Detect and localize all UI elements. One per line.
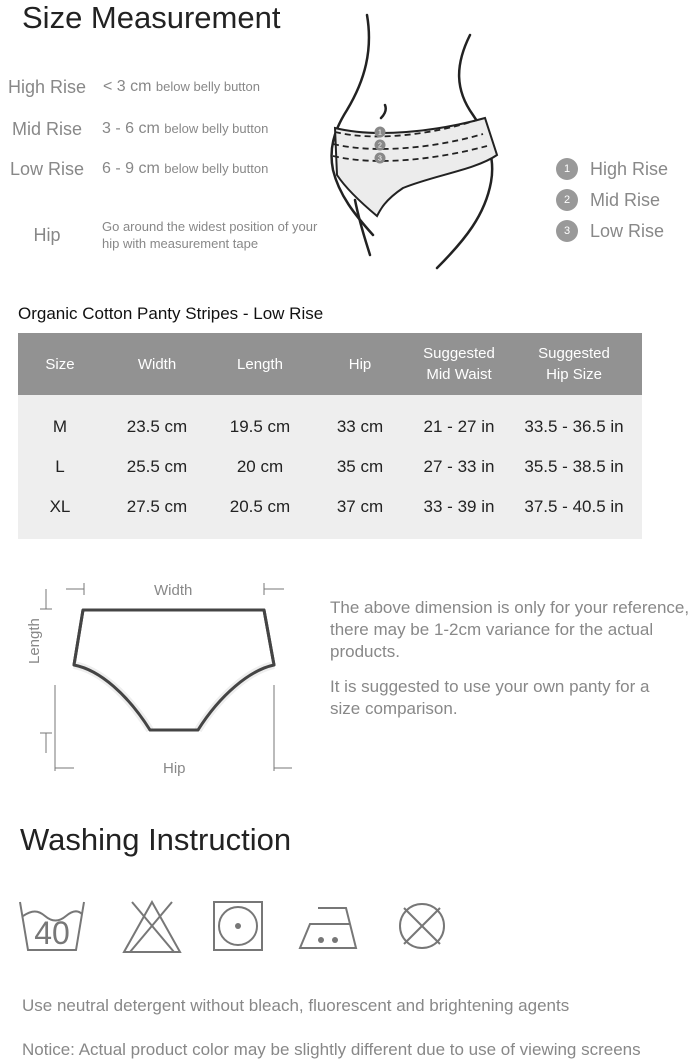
hip-note: Go around the widest position of your hip with measurement tape bbox=[102, 219, 318, 251]
washing-detergent-note: Use neutral detergent without bleach, fluorescent and brightening agents bbox=[22, 996, 570, 1015]
legend-label: High Rise bbox=[590, 158, 669, 179]
header-hip: Hip bbox=[348, 355, 372, 373]
panty-dimension-diagram bbox=[30, 575, 300, 780]
washing-icons bbox=[18, 898, 454, 956]
body-figure-illustration bbox=[325, 10, 505, 275]
cell-hip: 37 cm bbox=[336, 497, 384, 516]
cell-hip-size: 35.5 - 38.5 in bbox=[524, 457, 624, 476]
legend-label: Mid Rise bbox=[590, 189, 661, 210]
cell-size: L bbox=[55, 457, 65, 476]
number-badge: 1 bbox=[556, 158, 578, 180]
number-badge: 3 bbox=[556, 220, 578, 242]
svg-text:2: 2 bbox=[378, 142, 382, 150]
product-title: Organic Cotton Panty Stripes - Low Rise bbox=[18, 304, 324, 323]
width-label: Width bbox=[154, 582, 193, 599]
cell-hip-size: 33.5 - 36.5 in bbox=[524, 417, 624, 436]
cell-hip: 35 cm bbox=[336, 457, 384, 476]
mid-rise-range: 3 - 6 cm below belly button bbox=[102, 120, 269, 137]
iron-medium-icon bbox=[298, 898, 368, 956]
legend-item-high-rise bbox=[556, 158, 668, 180]
header-size: Size bbox=[45, 355, 75, 373]
dimension-reference-note: The above dimension is only for your reference, there may be 1-2cm variance for the actual products. bbox=[330, 598, 690, 661]
rise-legend bbox=[556, 158, 668, 242]
mid-rise-label: Mid Rise bbox=[11, 119, 82, 139]
do-not-bleach-icon bbox=[122, 898, 192, 956]
cell-size: XL bbox=[49, 497, 71, 516]
svg-text:1: 1 bbox=[378, 129, 382, 137]
length-label: Length bbox=[26, 618, 43, 664]
cell-width: 23.5 cm bbox=[126, 417, 188, 436]
header-length: Length bbox=[237, 355, 283, 373]
legend-item-low-rise bbox=[556, 220, 668, 242]
do-not-dry-clean-icon bbox=[396, 898, 454, 956]
hip-dimension-label: Hip bbox=[163, 760, 186, 777]
legend-item-mid-rise bbox=[556, 189, 668, 211]
header-suggested-mid-waist: Suggested Mid Waist bbox=[423, 345, 495, 383]
cell-hip: 33 cm bbox=[336, 417, 384, 436]
cell-hip-size: 37.5 - 40.5 in bbox=[524, 497, 624, 516]
wash-40-icon bbox=[18, 898, 88, 956]
cell-width: 27.5 cm bbox=[126, 497, 188, 516]
header-width: Width bbox=[137, 355, 177, 373]
table-header-row bbox=[18, 333, 642, 395]
cell-length: 20 cm bbox=[236, 457, 284, 476]
legend-label: Low Rise bbox=[590, 220, 665, 241]
low-rise-label: Low Rise bbox=[9, 159, 85, 179]
header-suggested-hip-size: Suggested Hip Size bbox=[538, 345, 610, 383]
table-row bbox=[18, 487, 642, 539]
high-rise-range: < 3 cm below belly button bbox=[103, 78, 260, 95]
cell-length: 19.5 cm bbox=[229, 417, 291, 436]
cell-size: M bbox=[52, 417, 68, 436]
cell-length: 20.5 cm bbox=[229, 497, 291, 516]
washing-instruction-title: Washing Instruction bbox=[20, 822, 292, 857]
size-measurement-title: Size Measurement bbox=[22, 0, 281, 35]
number-badge: 2 bbox=[556, 189, 578, 211]
color-notice: Notice: Actual product color may be slightly different due to use of viewing screens bbox=[22, 1040, 641, 1059]
cell-mid-waist: 33 - 39 in bbox=[423, 497, 495, 516]
cell-mid-waist: 21 - 27 in bbox=[423, 417, 495, 436]
tumble-dry-low-icon bbox=[210, 898, 268, 956]
svg-text:3: 3 bbox=[378, 155, 382, 163]
high-rise-label: High Rise bbox=[7, 77, 87, 97]
table-row bbox=[18, 447, 642, 487]
cell-width: 25.5 cm bbox=[126, 457, 188, 476]
size-table bbox=[18, 333, 642, 539]
table-row bbox=[18, 395, 642, 447]
low-rise-range: 6 - 9 cm below belly button bbox=[102, 160, 269, 177]
hip-label: Hip bbox=[33, 225, 61, 245]
size-comparison-note: It is suggested to use your own panty for a size comparison. bbox=[330, 677, 650, 718]
svg-text:40: 40 bbox=[34, 915, 70, 951]
cell-mid-waist: 27 - 33 in bbox=[423, 457, 495, 476]
